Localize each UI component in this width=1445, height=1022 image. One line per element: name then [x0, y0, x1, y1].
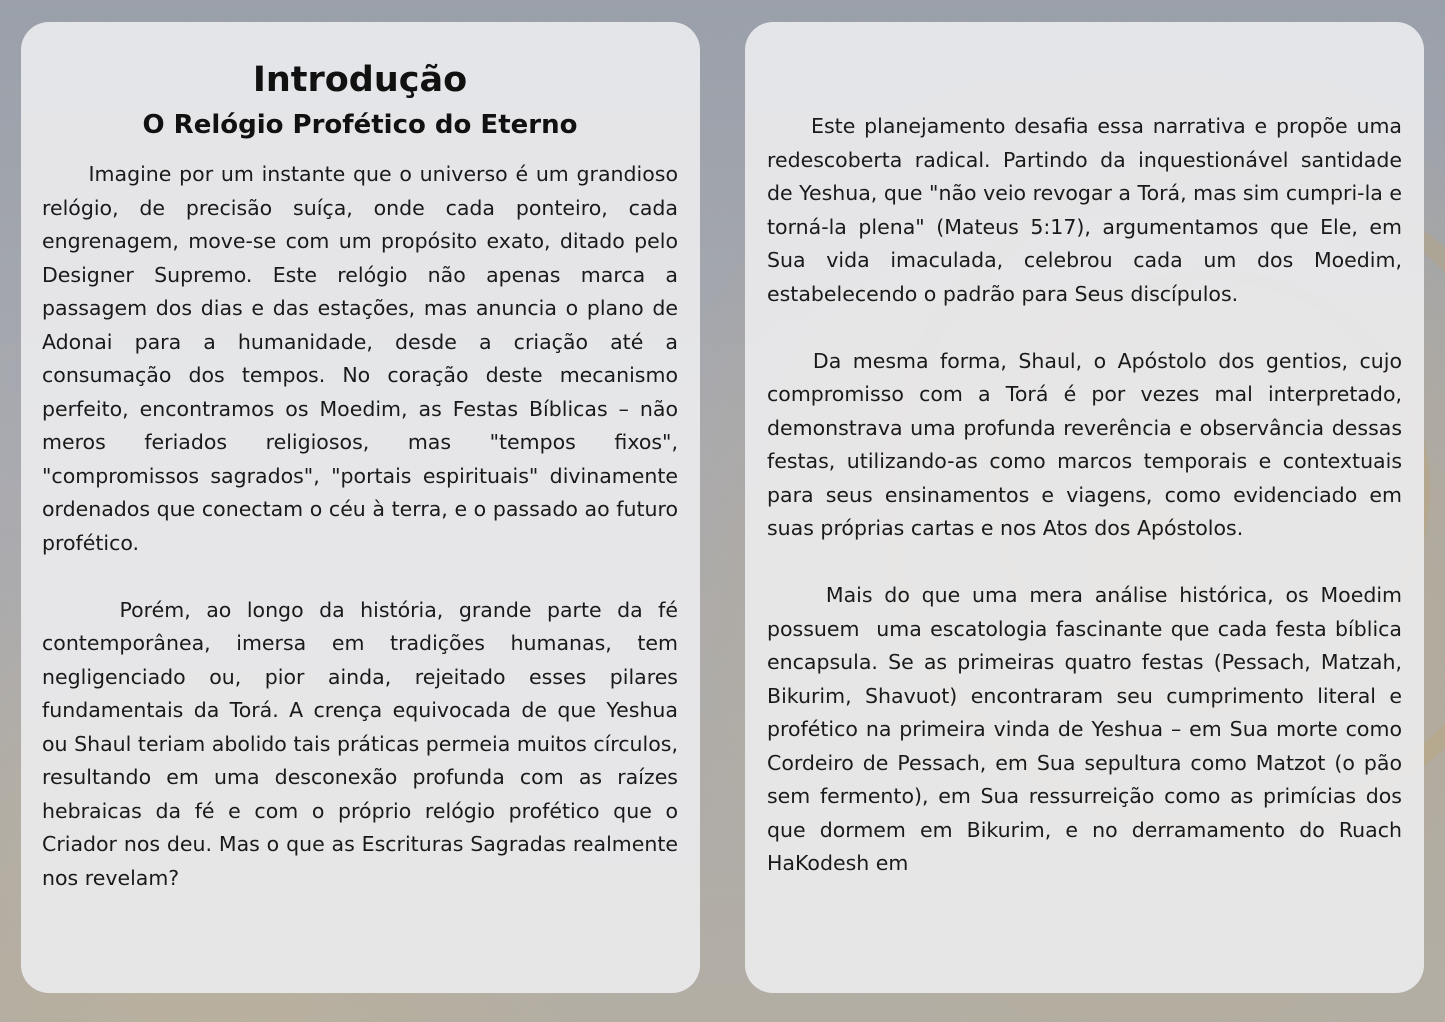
left-page-panel — [21, 22, 700, 993]
body-paragraph: Este planejamento desafia essa narrativa e propõe uma redescoberta radical. Partindo da inquestionável santidade de Yeshua, que "não veio revogar a Torá, mas sim cumpri-la e torná-la plena" (Mateus 5:17), argumentamos que Ele, em Sua vida imaculada, celebrou cada um dos Moedim, estabelecendo o padrão para Seus discípulos. — [767, 114, 1409, 306]
body-paragraph: Porém, ao longo da história, grande parte da fé contemporânea, imersa em tradições humanas, tem negligenciado ou, pior ainda, rejeitado esses pilares fundamentais da Torá. A crença equivocada de que Yeshua ou Shaul teriam abolido tais práticas permeia muitos círculos, resultando em uma desconexão profunda com as raízes hebraicas da fé e com o próprio relógio profético que o Criador nos deu. Mas o que as Escrituras Sagradas realmente nos revelam? — [42, 597, 685, 890]
paragraph-spacer — [767, 311, 1402, 345]
paragraph-spacer — [767, 546, 1402, 580]
paragraph-spacer — [42, 560, 678, 594]
body-paragraph: Da mesma forma, Shaul, o Apóstolo dos gentios, cujo compromisso com a Torá é por vezes mal interpretado, demonstrava uma profunda reverência e observância dessas festas, utilizando-as como marcos temporais e contextuais para seus ensinamentos e viagens, como evidenciado em suas próprias cartas e nos Atos dos Apóstolos. — [767, 348, 1409, 540]
page-title: Introdução — [252, 60, 468, 100]
right-page-panel — [745, 22, 1424, 993]
body-paragraph: Mais do que uma mera análise histórica, os Moedim possuem uma escatologia fascinante que cada festa bíblica encapsula. Se as primeiras quatro festas (Pessach, Matzah, Bikurim, Shavuot) encontraram seu cumprimento literal e profético na primeira vinda de Yeshua – em Sua morte como Cordeiro de Pessach, em Sua sepultura como Matzot (o pão sem fermento), em Sua ressurreição como as primícias dos que dormem em Bikurim, e no derramamento do Ruach HaKodesh em — [767, 583, 1409, 875]
body-paragraph: Imagine por um instante que o universo é um grandioso relógio, de precisão suíça, onde cada ponteiro, cada engrenagem, move-se com um propósito exato, ditado pelo Designer Supremo. Este relógio não apenas marca a passagem dos dias e das estações, mas anuncia o plano de Adonai para a humanidade, desde a criação até a consumação dos tempos. No coração deste mecanismo perfeito, encontramos os Moedim, as Festas Bíblicas – não meros feriados religiosos, mas "tempos fixos", "compromissos sagrados", "portais espirituais" divinamente ordenados que conectam o céu à terra, e o passado ao futuro profético. — [42, 162, 685, 555]
page-subtitle: O Relógio Profético do Eterno — [142, 110, 578, 140]
